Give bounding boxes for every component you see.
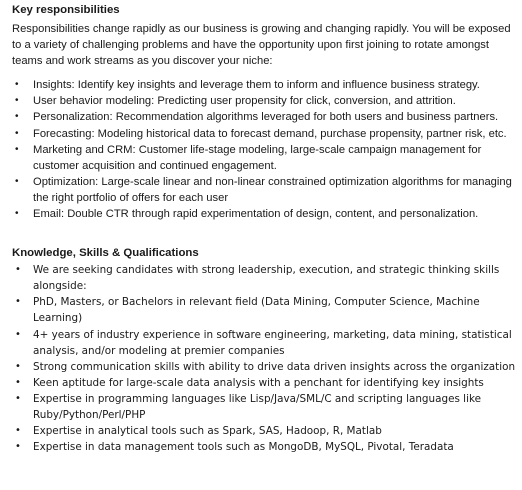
list-item-text: Insights: Identify key insights and leverage them to inform and influence business strategy. [33,79,480,92]
document-page [12,2,520,455]
responsibilities-heading: Key responsibilities [12,4,120,16]
list-item-text: PhD, Masters, or Bachelors in relevant field (Data Mining, Computer Science, Machine Learning) [33,296,480,325]
bullet-icon: • [15,425,21,437]
bullet-icon: • [15,208,19,220]
list-item [12,359,520,375]
list-item [12,262,520,294]
list-item [12,174,520,206]
bullet-icon: • [15,376,21,388]
list-item [12,391,520,423]
bullet-icon: • [15,143,19,155]
list-item-text: Email: Double CTR through rapid experimentation of design, content, and personalization. [33,208,479,221]
bullet-icon: • [15,127,19,139]
responsibilities-intro: Responsibilities change rapidly as our business is growing and changing rapidly. You will be exposed to a variety of challenging problems and have the opportunity upon first joining to rotate amongst teams and work streams as you discover your niche: [12,23,511,68]
qualifications-list [12,262,520,455]
list-item [12,77,520,93]
list-item [12,375,520,391]
bullet-icon: • [15,95,19,107]
list-item-text: Optimization: Large-scale linear and non-linear constrained optimization algorithms for managing the right portfolio of offers for each user [33,175,512,204]
list-item [12,109,520,125]
qualifications-section [12,245,520,455]
list-item [12,423,520,439]
list-item-text: We are seeking candidates with strong leadership, execution, and strategic thinking skills alongside: [33,264,500,293]
bullet-icon: • [15,296,21,308]
list-item-text: Forecasting: Modeling historical data to forecast demand, purchase propensity, partner risk, etc. [33,127,507,140]
list-item [12,93,520,109]
bullet-icon: • [15,360,21,372]
list-item [12,206,520,222]
list-item-text: Strong communication skills with ability to drive data driven insights across the organization [33,360,516,373]
list-item [12,327,520,359]
bullet-icon: • [15,111,19,123]
bullet-icon: • [15,392,21,404]
qualifications-heading: Knowledge, Skills & Qualifications [12,247,199,260]
list-item-text: Personalization: Recommendation algorithms leveraged for both users and business partners. [33,111,499,124]
list-item-text: 4+ years of industry experience in software engineering, marketing, data mining, statistical analysis, and/or modeling at premier companies [33,328,512,357]
list-item [12,142,520,174]
bullet-icon: • [15,175,19,187]
list-item [12,294,520,326]
list-item-text: Expertise in data management tools such as MongoDB, MySQL, Pivotal, Teradata [33,441,454,454]
bullet-icon: • [15,328,21,340]
list-item-text: Expertise in programming languages like Lisp/Java/SML/C and scripting languages like Ruby/Python/Perl/PHP [33,392,481,421]
responsibilities-section [12,2,520,222]
bullet-icon: • [15,441,21,453]
bullet-icon: • [15,264,21,276]
responsibilities-list [12,77,520,222]
list-item-text: User behavior modeling: Predicting user propensity for click, conversion, and attrition. [33,95,456,108]
list-item-text: Expertise in analytical tools such as Spark, SAS, Hadoop, R, Matlab [33,425,382,438]
bullet-icon: • [15,79,19,91]
list-item [12,439,520,455]
list-item [12,126,520,142]
list-item-text: Marketing and CRM: Customer life-stage modeling, large-scale campaign management for customer acquisition and continued engagement. [33,143,482,172]
list-item-text: Keen aptitude for large-scale data analysis with a penchant for identifying key insights [33,376,484,389]
